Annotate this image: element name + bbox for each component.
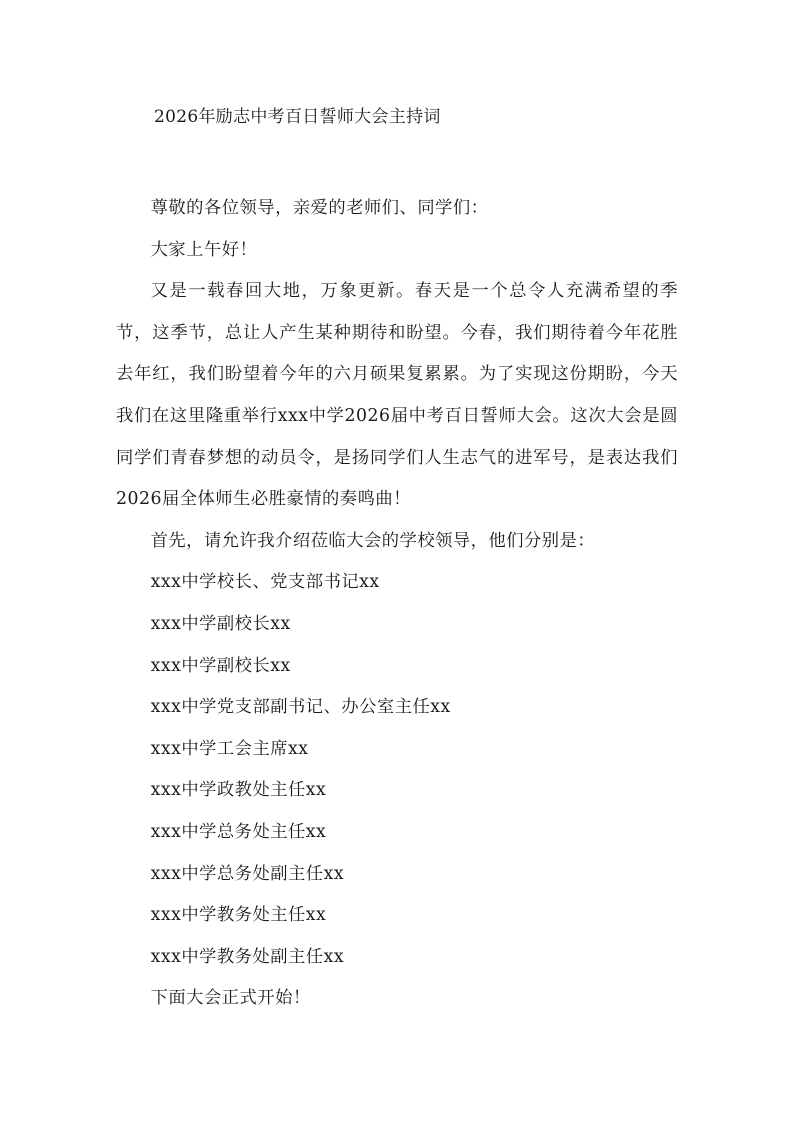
- leader-item: xxx中学总务处主任xx: [150, 821, 327, 842]
- leaders-intro: 首先，请允许我介绍莅临大会的学校领导，他们分别是：: [150, 530, 596, 551]
- leader-item: xxx中学教务处主任xx: [150, 905, 327, 926]
- leader-item: xxx中学副校长xx: [150, 613, 291, 634]
- salutation: 尊敬的各位领导，亲爱的老师们、同学们：: [150, 198, 489, 218]
- leader-item: xxx中学总务处副主任xx: [150, 863, 345, 884]
- leader-item: xxx中学工会主席xx: [150, 738, 309, 759]
- greeting: 大家上午好！: [150, 239, 258, 260]
- intro-paragraph: 又是一载春回大地，万象更新。春天是一个总令人充满希望的季节，这季节，总让人产生某种期待和盼望。今春，我们期待着今年花胜去年红，我们盼望着今年的六月硕果复累累。为了实现这份期盼，今天我们在这里隆重举行xxx中学2026届中考百日誓师大会。这次大会是圆同学们青春梦想的动员令，是扬同学们人生志气的进军号，是表达我们2026届全体师生必胜豪情的奏鸣曲！: [116, 281, 678, 510]
- document-title: 2026年励志中考百日誓师大会主持词: [154, 107, 441, 127]
- leader-item: xxx中学教务处副主任xx: [150, 946, 345, 967]
- document-body: [116, 188, 678, 1020]
- leader-item: xxx中学副校长xx: [150, 655, 291, 676]
- leader-item: xxx中学政教处主任xx: [150, 780, 327, 801]
- leader-item: xxx中学校长、党支部书记xx: [150, 572, 380, 593]
- leader-item: xxx中学党支部副书记、办公室主任xx: [150, 697, 451, 718]
- closing-line: 下面大会正式开始！: [150, 988, 311, 1009]
